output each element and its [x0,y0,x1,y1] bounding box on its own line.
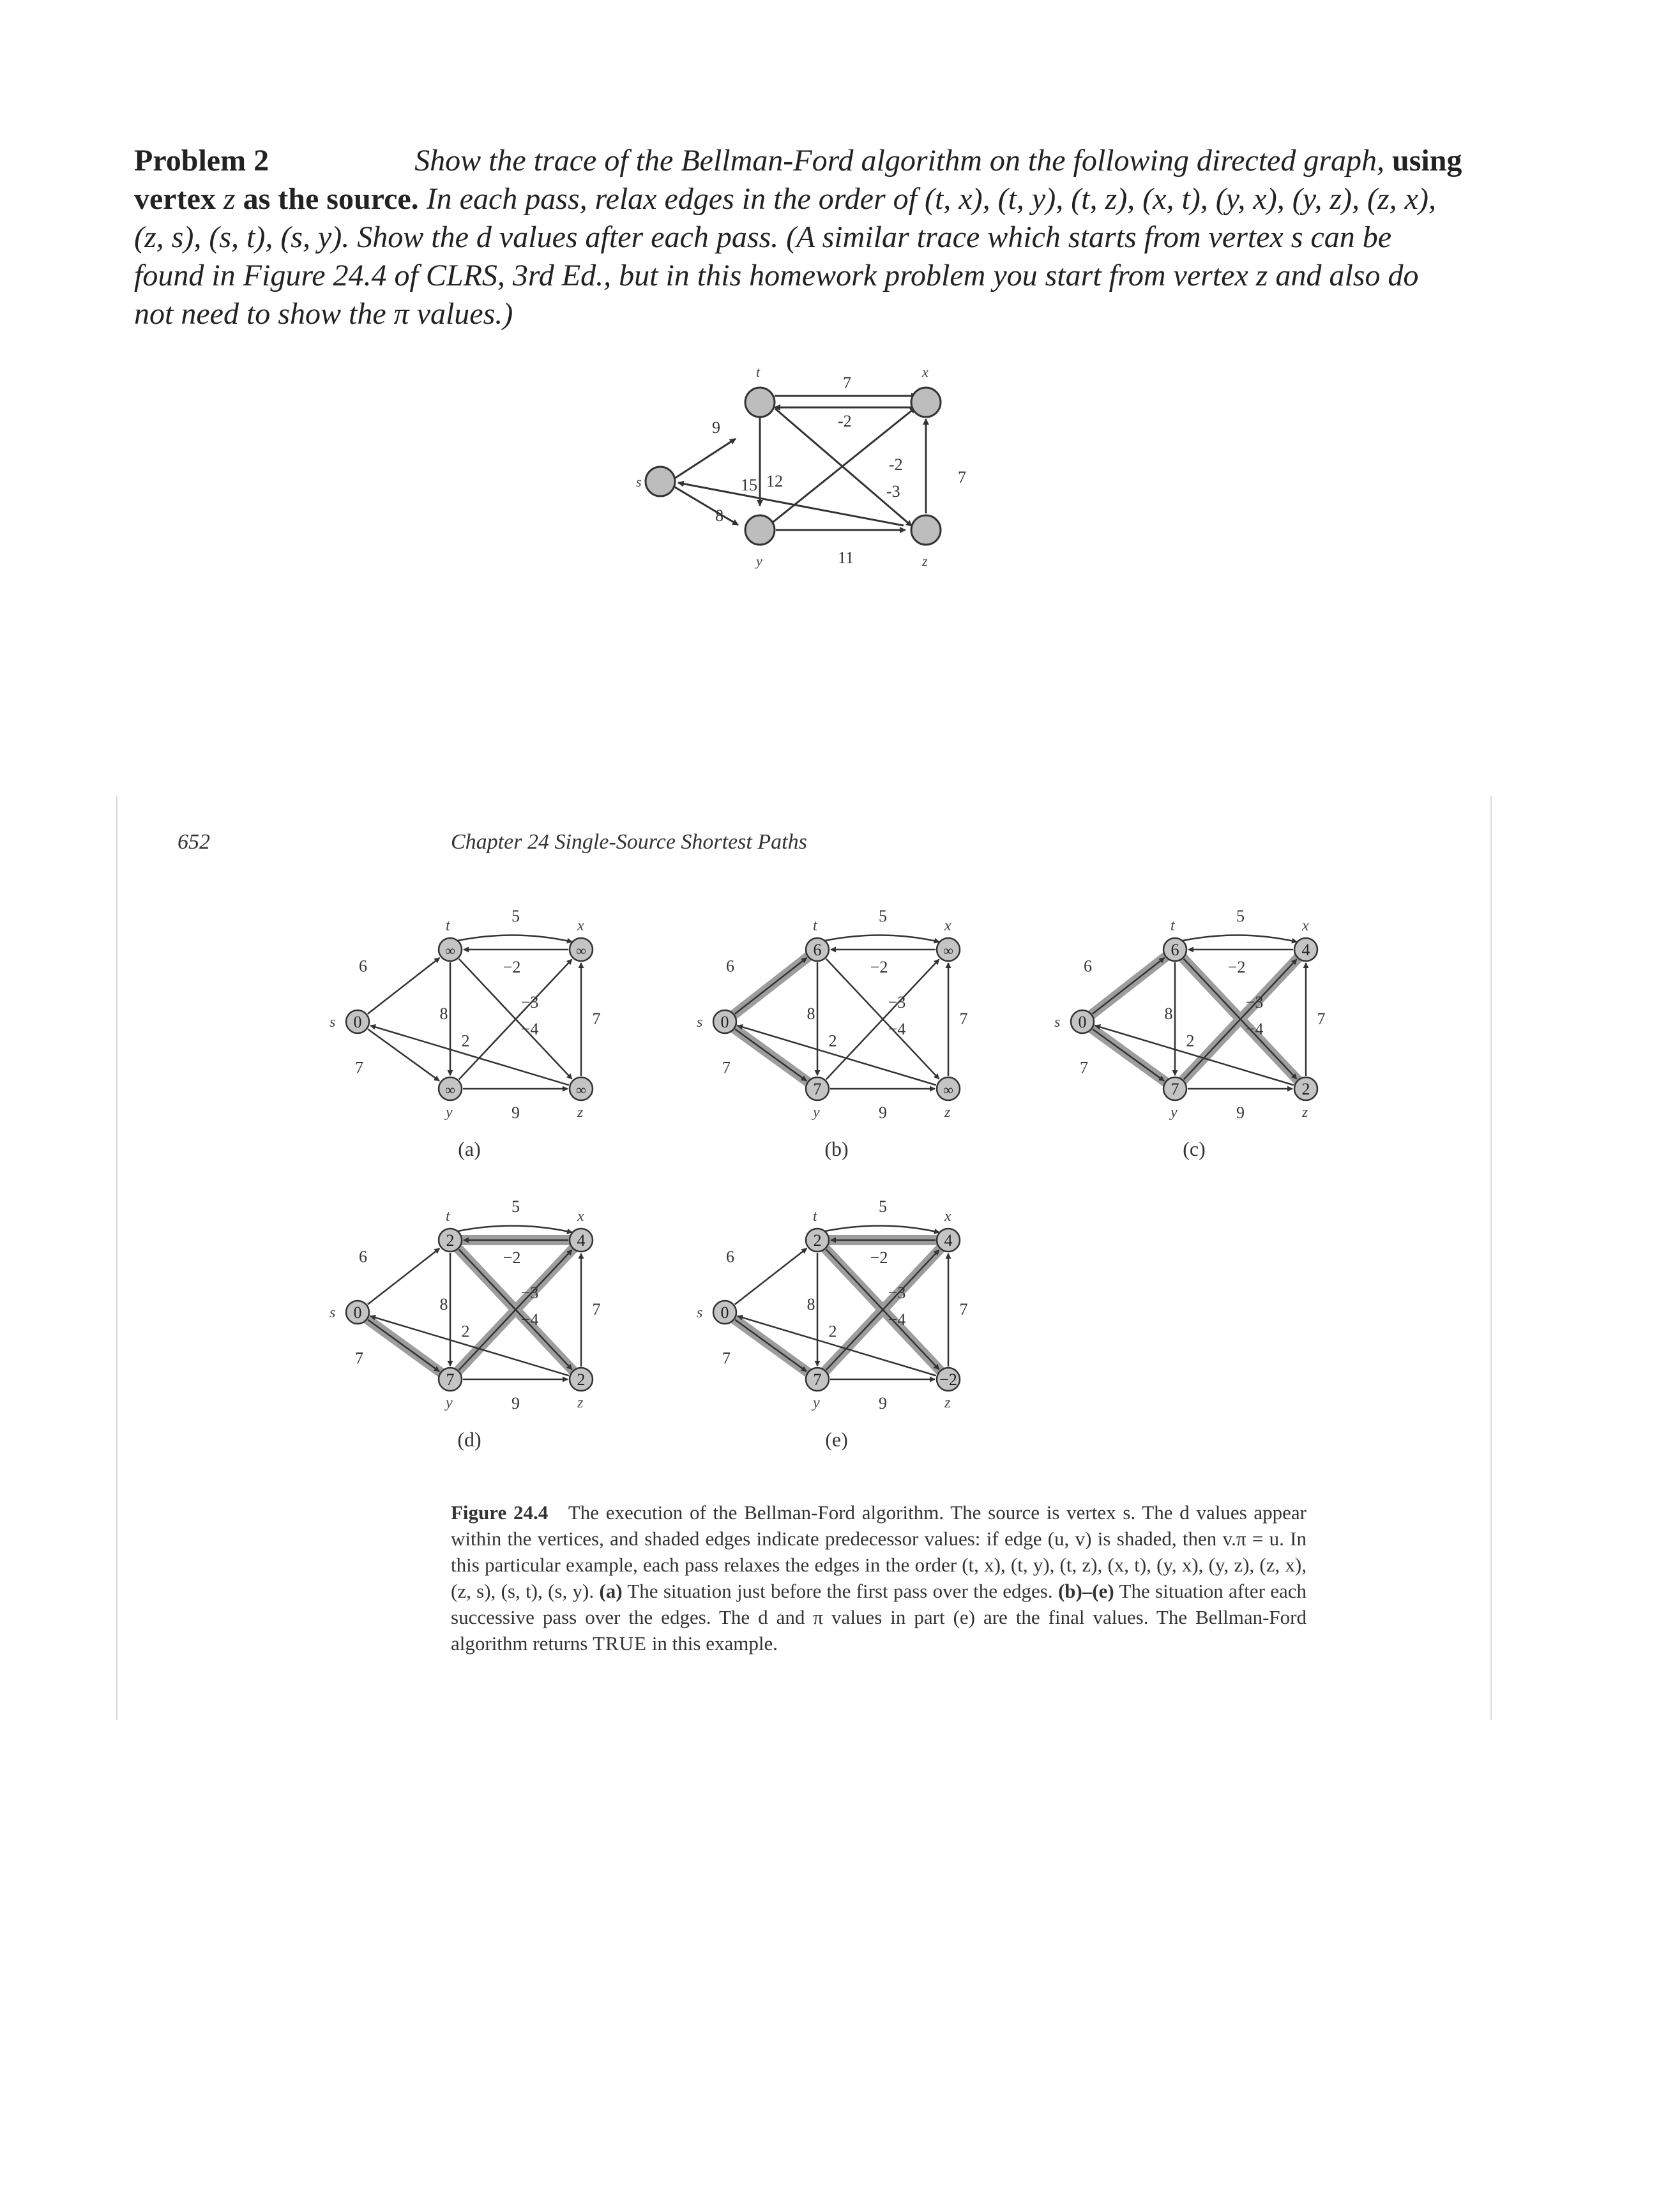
node-y [745,515,775,545]
weight-st: 6 [1084,957,1092,976]
weight-zs: 2 [828,1031,837,1050]
d-value-y: 7 [813,1370,822,1389]
weight-ty: 8 [1164,1004,1173,1023]
panel-b [697,907,968,1160]
edge-sy [1093,1029,1164,1081]
weight-y-z: 11 [838,549,854,567]
problem-line-1: Problem 2 Show the trace of the Bellman-Ford algorithm on the following directed graph, using [134,144,1462,178]
problem-graph [613,345,1009,613]
problem-line-3: (z, s), (s, t), (s, y). Show the d values after each pass. (A similar trace which starts from vertex s can be [134,220,1392,254]
weight-sy: 7 [355,1058,363,1077]
weight-xt: −2 [503,1248,521,1267]
weight-yz: 9 [1236,1103,1245,1122]
edge-st [735,1248,807,1305]
node-label-y: y [446,1104,453,1121]
weight-zs: 2 [828,1322,837,1341]
weight-st: 6 [726,957,734,976]
weight-x-t: -2 [838,412,852,430]
node-z [911,515,941,545]
d-value-t: 6 [813,941,822,959]
weight-zx: 7 [959,1010,968,1028]
edge-tx [825,935,939,942]
d-value-t: 2 [446,1231,455,1250]
label-x: x [922,364,928,380]
weight-yz: 9 [511,1103,520,1122]
node-label-t: t [446,918,450,934]
node-label-s: s [1054,1014,1061,1031]
problem-line-4: found in Figure 24.4 of CLRS, 3rd Ed., but in this homework problem you start from vertex z and also do [134,259,1419,292]
node-label-y: y [1170,1104,1178,1121]
node-label-x: x [577,1208,584,1225]
d-value-t: 2 [813,1231,822,1250]
weight-xt: −2 [1227,958,1246,976]
d-value-t: 6 [1170,941,1179,959]
node-x [911,388,941,417]
node-s [646,467,675,496]
node-label-s: s [697,1014,703,1031]
d-value-x: ∞ [576,943,586,958]
weight-zs: 2 [461,1322,470,1341]
panel-a [330,907,601,1160]
edge-st [368,1248,440,1305]
weight-sy: 7 [355,1349,363,1368]
node-t [745,388,775,417]
panel-label: (e) [825,1428,848,1451]
weight-zs: 2 [1186,1031,1195,1050]
weight-tx: 5 [511,1197,520,1216]
d-value-z: 2 [577,1370,586,1389]
panel-label: (b) [824,1137,849,1160]
d-value-t: ∞ [445,943,455,958]
weight-tz: −4 [888,1310,906,1329]
edge-sy [735,1029,807,1081]
label-z: z [922,553,928,569]
node-label-x: x [1302,918,1309,934]
node-label-x: x [944,918,951,934]
edge-s-y [672,485,738,525]
d-value-y: 7 [1170,1080,1179,1098]
weight-s-t: 9 [712,418,720,437]
weight-tx: 5 [511,907,520,925]
panel-c [1054,907,1326,1160]
weight-yx: −3 [520,993,539,1011]
edge-st [1093,958,1165,1014]
problem-heading: Problem 2 [134,144,269,178]
figure-24-4 [307,894,1392,1469]
weight-st: 6 [359,1247,367,1266]
d-value-x: 4 [577,1231,586,1250]
weight-t-x: 7 [843,374,851,392]
edge-st [735,958,807,1014]
d-value-y: ∞ [445,1082,455,1098]
weight-tz: −4 [888,1020,906,1038]
chapter-header: Chapter 24 Single-Source Shortest Paths [451,830,807,854]
weight-y-x: -2 [889,455,903,474]
weight-xt: −2 [503,958,521,976]
label-t: t [756,364,761,380]
problem-line-2: vertex z as the source. In each pass, relax edges in the order of (t, x), (t, y), (t, z), (x, t), (y, x), (y, z), (z, x), [134,182,1436,216]
node-label-t: t [813,918,817,934]
weight-sy: 7 [722,1058,731,1077]
node-label-z: z [1302,1104,1308,1121]
weight-tz: −4 [520,1310,539,1329]
node-label-x: x [577,918,584,934]
weight-t-z: -3 [886,482,900,501]
weight-ty: 8 [807,1004,815,1023]
node-label-z: z [577,1104,584,1121]
edge-st [368,958,440,1014]
d-value-s: 0 [1078,1013,1087,1031]
weight-ty: 8 [439,1295,448,1314]
weight-zs: 2 [461,1031,470,1050]
weight-z-x: 7 [958,468,966,487]
figure-panels [330,907,1326,1451]
weight-sy: 7 [1080,1058,1088,1077]
weight-tx: 5 [1236,907,1245,925]
weight-zx: 7 [592,1300,601,1319]
node-label-s: s [330,1014,336,1031]
edge-sy [368,1320,439,1372]
weight-yz: 9 [879,1394,887,1413]
node-label-z: z [944,1395,951,1411]
weight-yz: 9 [511,1394,520,1413]
d-value-x: 4 [944,1231,953,1250]
edge-tx [825,1225,939,1232]
node-label-z: z [577,1395,584,1411]
page-number: 652 [178,830,210,854]
weight-yz: 9 [879,1103,887,1122]
edge-tx [1183,935,1297,942]
d-value-x: ∞ [943,943,953,958]
weight-ty: 8 [439,1004,448,1023]
d-value-z: −2 [939,1370,957,1389]
weight-st: 6 [726,1247,734,1266]
edge-sy [735,1320,807,1372]
weight-zx: 7 [959,1300,968,1319]
weight-s-y: 8 [715,506,723,525]
weight-z-s: 15 [741,476,757,494]
d-value-y: 7 [813,1080,822,1098]
node-label-s: s [697,1305,703,1321]
caption-figure-label: Figure 24.4 [451,1501,549,1524]
edge-tx [458,1225,572,1232]
panel-e [697,1197,968,1451]
figure-caption: Figure 24.4 The execution of the Bellman-Ford algorithm. The source is vertex s. The d values appear within the vertices, and shaded edges indicate predecessor values: if edge (u, v) is shaded, then v.π = u. In this particular example, each pass relaxes the edges in the order (t, x), (t, y), (t, z), (x, t), (y, x), (y, z), (z, x), (z, s), (s, t), (s, y). (a) The situation just before the first pass over the edges. (b)–(e) The situation after each successive pass over the edges. The d and π values in part (e) are the final values. The Bellman-Ford algorithm returns TRUE in this example. [451,1501,1307,1655]
weight-tz: −4 [1245,1020,1264,1038]
weight-sy: 7 [722,1349,731,1368]
weight-tz: −4 [520,1020,539,1038]
node-label-y: y [813,1395,820,1411]
weight-ty: 8 [807,1295,815,1314]
panel-label: (c) [1183,1137,1206,1160]
weight-tx: 5 [879,907,887,925]
node-label-x: x [944,1208,951,1225]
weight-yx: −3 [888,993,906,1011]
edge-sy [368,1029,439,1081]
weight-st: 6 [359,957,367,976]
d-value-z: 2 [1301,1080,1310,1098]
d-value-s: 0 [720,1303,729,1322]
d-value-y: 7 [446,1370,455,1389]
node-label-y: y [813,1104,820,1121]
label-y: y [756,553,762,569]
panel-label: (d) [457,1428,481,1451]
weight-yx: −3 [888,1284,906,1302]
panel-d [330,1197,601,1451]
d-value-s: 0 [353,1013,362,1031]
weight-zx: 7 [1317,1010,1326,1028]
d-value-s: 0 [353,1303,362,1322]
weight-xt: −2 [870,958,888,976]
d-value-x: 4 [1301,941,1310,959]
weight-zx: 7 [592,1010,601,1028]
weight-yx: −3 [1245,993,1264,1011]
edge-s-t [672,439,736,480]
problem-line-5: not need to show the π values.) [134,297,513,331]
label-s: s [636,474,642,490]
d-value-z: ∞ [943,1082,953,1098]
node-label-y: y [446,1395,453,1411]
problem-statement [134,142,1488,333]
d-value-s: 0 [720,1013,729,1031]
weight-t-y: 12 [766,472,783,490]
node-label-t: t [1170,918,1175,934]
panel-label: (a) [458,1137,481,1160]
d-value-z: ∞ [576,1082,586,1098]
node-label-s: s [330,1305,336,1321]
node-label-t: t [813,1208,817,1225]
weight-xt: −2 [870,1248,888,1267]
weight-yx: −3 [520,1284,539,1302]
node-label-t: t [446,1208,450,1225]
node-label-z: z [944,1104,951,1121]
edge-tx [458,935,572,942]
weight-tx: 5 [879,1197,887,1216]
